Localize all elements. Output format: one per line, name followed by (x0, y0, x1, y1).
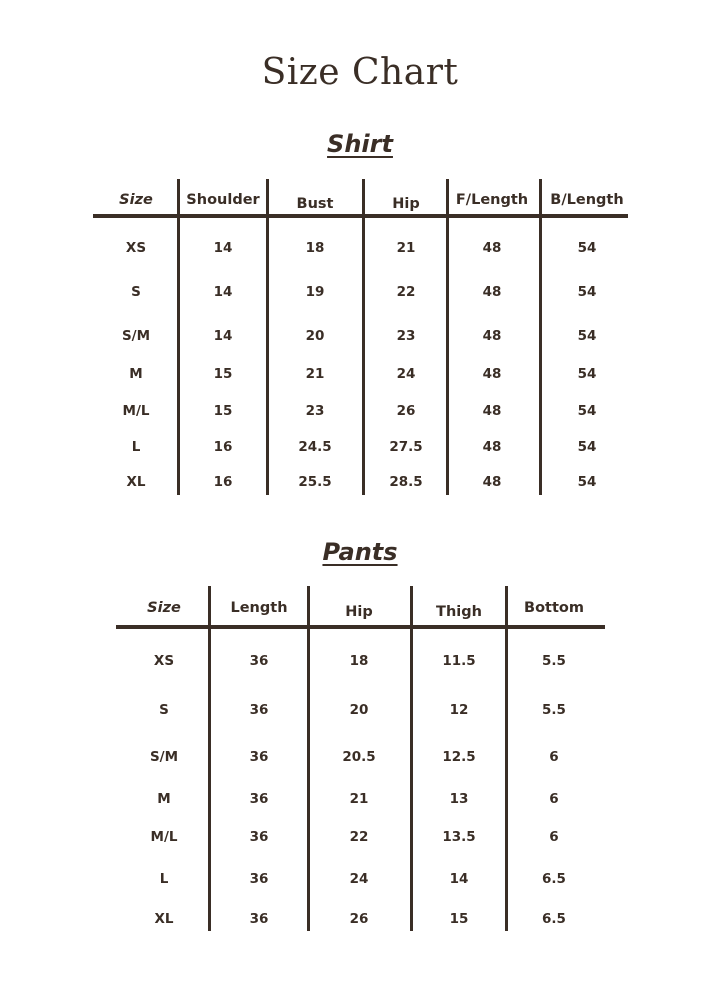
pants-table-cell: 26 (349, 911, 369, 927)
shirt-table-cell: 18 (305, 240, 325, 256)
pants-table-cell: 22 (349, 829, 369, 845)
pants-row-size-label: S/M (149, 749, 179, 765)
pants-column-divider (505, 586, 508, 931)
pants-column-divider (307, 586, 310, 931)
page-title: Size Chart (261, 52, 459, 93)
shirt-table-cell: 23 (305, 403, 325, 419)
pants-table-cell: 20 (349, 702, 369, 718)
pants-header-divider (116, 625, 605, 629)
pants-table-cell: 12 (449, 702, 469, 718)
shirt-table-cell: 54 (577, 366, 597, 382)
shirt-row-size-label: S (131, 284, 141, 300)
shirt-row-size-label: M/L (122, 403, 150, 419)
shirt-table-cell: 14 (213, 240, 233, 256)
shirt-table-cell: 27.5 (389, 439, 423, 455)
shirt-table-cell: 54 (577, 474, 597, 490)
pants-column-header: Bottom (524, 600, 584, 616)
pants-table-cell: 5.5 (542, 702, 566, 718)
pants-table-cell: 36 (249, 653, 269, 669)
shirt-row-size-label: XS (125, 240, 147, 256)
pants-table-cell: 21 (349, 791, 369, 807)
pants-table-cell: 36 (249, 749, 269, 765)
pants-table-cell: 36 (249, 829, 269, 845)
shirt-column-header: Size (119, 192, 153, 208)
pants-table-cell: 20.5 (342, 749, 376, 765)
shirt-row-size-label: M (129, 366, 143, 382)
pants-column-header: Hip (345, 604, 373, 620)
pants-row-size-label: XS (153, 653, 175, 669)
pants-table-cell: 6 (549, 791, 559, 807)
shirt-table-cell: 23 (396, 328, 416, 344)
shirt-column-header: Bust (296, 196, 334, 212)
pants-row-size-label: M/L (150, 829, 178, 845)
shirt-table-cell: 14 (213, 328, 233, 344)
pants-table-cell: 13 (449, 791, 469, 807)
pants-table-cell: 6.5 (542, 871, 566, 887)
shirt-table-cell: 24 (396, 366, 416, 382)
pants-table-cell: 6 (549, 749, 559, 765)
pants-table-cell: 13.5 (442, 829, 476, 845)
shirt-table-cell: 19 (305, 284, 325, 300)
shirt-column-header: B/Length (550, 192, 624, 208)
shirt-table-cell: 48 (482, 284, 502, 300)
shirt-row-size-label: L (131, 439, 141, 455)
shirt-table-cell: 48 (482, 439, 502, 455)
shirt-table-cell: 54 (577, 240, 597, 256)
pants-table-cell: 15 (449, 911, 469, 927)
pants-table-cell: 36 (249, 702, 269, 718)
pants-table-cell: 6.5 (542, 911, 566, 927)
pants-column-header: Size (147, 600, 181, 616)
pants-table-cell: 11.5 (442, 653, 476, 669)
pants-section-title: Pants (322, 538, 398, 566)
pants-table-cell: 12.5 (442, 749, 476, 765)
shirt-row-size-label: XL (126, 474, 146, 490)
shirt-table-cell: 16 (213, 439, 233, 455)
pants-column-divider (208, 586, 211, 931)
shirt-column-header: Shoulder (186, 192, 260, 208)
pants-row-size-label: M (157, 791, 171, 807)
shirt-table-cell: 48 (482, 474, 502, 490)
shirt-table-cell: 25.5 (298, 474, 332, 490)
shirt-table-cell: 15 (213, 366, 233, 382)
pants-table-cell: 6 (549, 829, 559, 845)
shirt-table-cell: 48 (482, 240, 502, 256)
pants-table-cell: 24 (349, 871, 369, 887)
shirt-table-cell: 21 (396, 240, 416, 256)
shirt-section-title: Shirt (327, 130, 393, 158)
shirt-table-cell: 22 (396, 284, 416, 300)
pants-column-header: Length (230, 600, 288, 616)
shirt-table-cell: 14 (213, 284, 233, 300)
pants-table-cell: 36 (249, 791, 269, 807)
shirt-table-cell: 26 (396, 403, 416, 419)
shirt-table-cell: 15 (213, 403, 233, 419)
shirt-row-size-label: S/M (121, 328, 151, 344)
shirt-table-cell: 24.5 (298, 439, 332, 455)
shirt-table-cell: 20 (305, 328, 325, 344)
shirt-table-cell: 48 (482, 328, 502, 344)
pants-table-cell: 18 (349, 653, 369, 669)
pants-column-divider (410, 586, 413, 931)
shirt-column-header: F/Length (455, 192, 529, 208)
shirt-table-cell: 54 (577, 284, 597, 300)
pants-column-header: Thigh (436, 604, 482, 620)
shirt-table-cell: 54 (577, 403, 597, 419)
pants-table-cell: 36 (249, 871, 269, 887)
pants-row-size-label: S (159, 702, 169, 718)
shirt-table-cell: 48 (482, 403, 502, 419)
shirt-table-cell: 21 (305, 366, 325, 382)
shirt-table-cell: 54 (577, 439, 597, 455)
pants-table-cell: 36 (249, 911, 269, 927)
pants-table-cell: 14 (449, 871, 469, 887)
pants-table-cell: 5.5 (542, 653, 566, 669)
shirt-table-cell: 54 (577, 328, 597, 344)
shirt-table-cell: 28.5 (389, 474, 423, 490)
pants-row-size-label: XL (154, 911, 174, 927)
shirt-table-cell: 48 (482, 366, 502, 382)
shirt-column-header: Hip (392, 196, 420, 212)
shirt-table-cell: 16 (213, 474, 233, 490)
pants-row-size-label: L (159, 871, 169, 887)
